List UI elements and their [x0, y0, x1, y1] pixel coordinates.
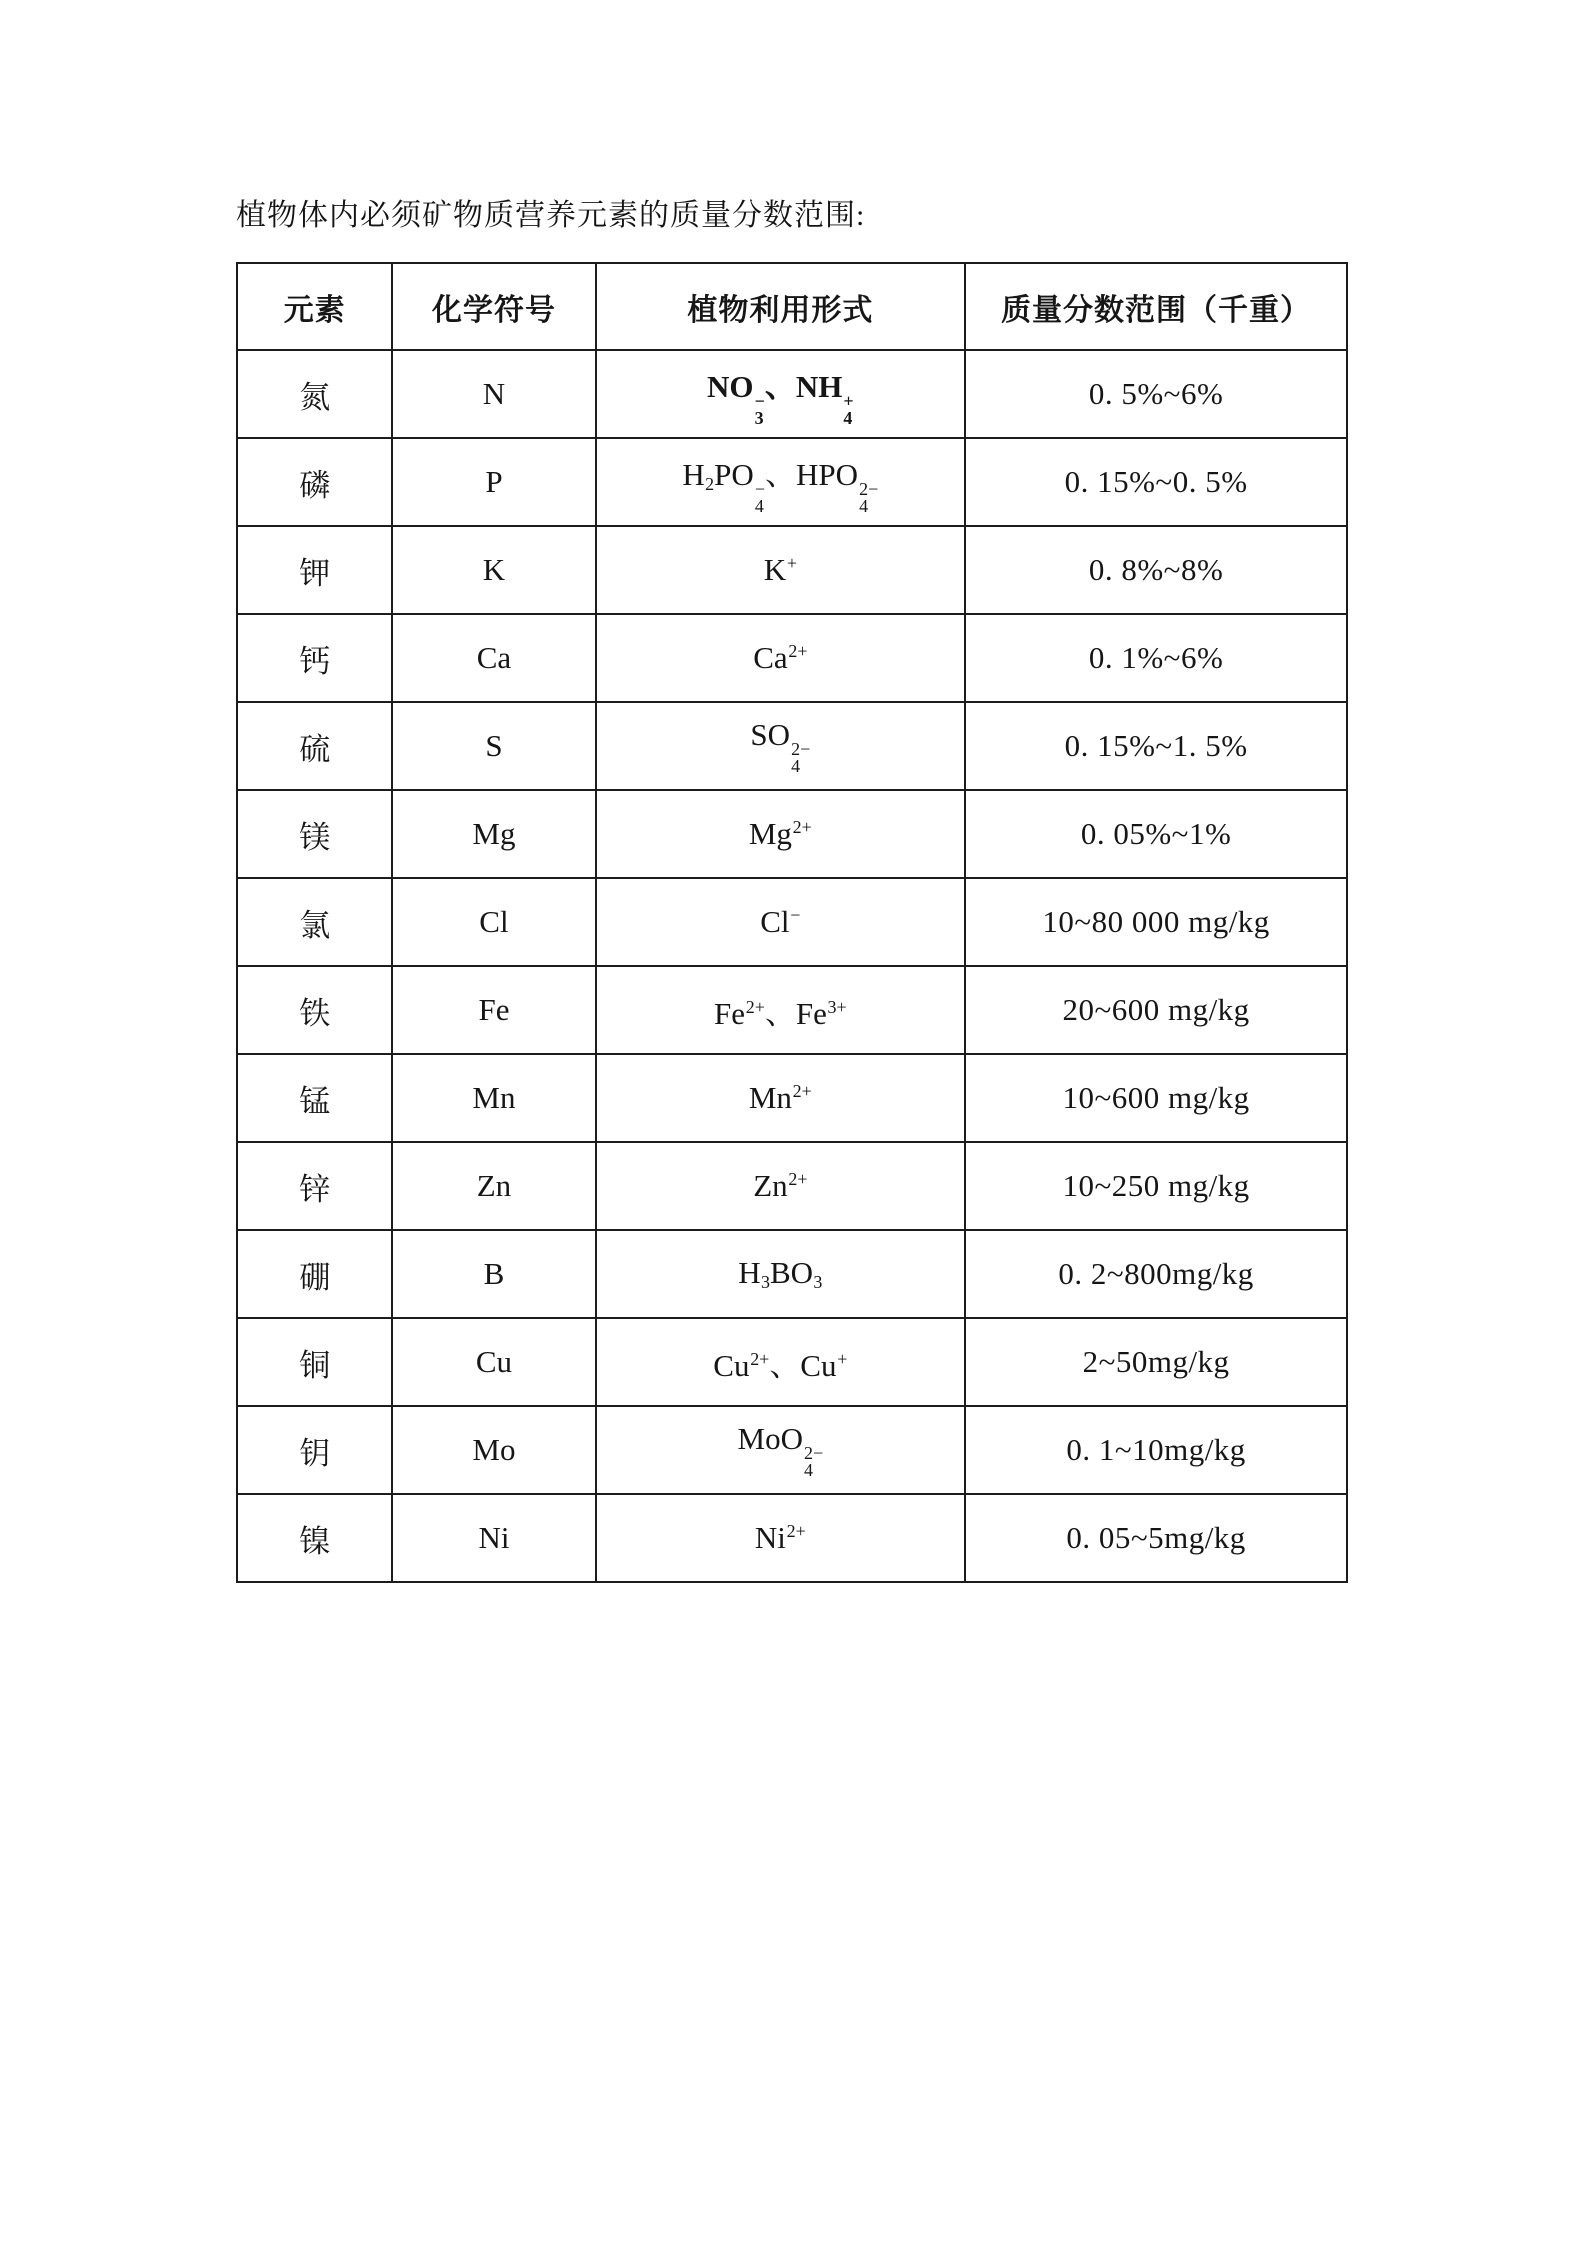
table-row [237, 350, 1347, 438]
element-cell: 硫 [237, 702, 392, 790]
range-cell: 0. 8%~8% [965, 526, 1347, 614]
form-cell: K+ [596, 526, 966, 614]
form-cell: $Fe^{2+}$、$Fe^{3+}$ [596, 966, 966, 1054]
symbol-cell: B [392, 1230, 595, 1318]
range-cell: 0. 05~5mg/kg [965, 1494, 1347, 1582]
form-cell: $H_2PO$ − 4 、HPO 2− 4 [596, 438, 966, 526]
range-cell: 2~50mg/kg [965, 1318, 1347, 1406]
nutrients-table [236, 262, 1348, 1583]
table-row [237, 438, 1347, 526]
table-header [237, 263, 1347, 350]
column-header-form: 植物利用形式 [596, 263, 966, 350]
range-cell: 0. 1~10mg/kg [965, 1406, 1347, 1494]
element-cell: 氮 [237, 350, 392, 438]
range-cell: 0. 1%~6% [965, 614, 1347, 702]
form-cell: $Zn^{2+}$ [596, 1142, 966, 1230]
table-row [237, 1318, 1347, 1406]
element-cell: 钾 [237, 526, 392, 614]
range-cell: 0. 05%~1% [965, 790, 1347, 878]
element-cell: 镁 [237, 790, 392, 878]
form-cell: $Ca^{2+}$ [596, 614, 966, 702]
table-row [237, 702, 1347, 790]
symbol-cell: Mo [392, 1406, 595, 1494]
symbol-cell: Mn [392, 1054, 595, 1142]
header-row [237, 263, 1347, 350]
element-cell: 锌 [237, 1142, 392, 1230]
table-row [237, 1494, 1347, 1582]
range-cell: 20~600 mg/kg [965, 966, 1347, 1054]
form-cell: $H_3BO_3$ [596, 1230, 966, 1318]
symbol-cell: Cl [392, 878, 595, 966]
element-cell: 铜 [237, 1318, 392, 1406]
table-row [237, 878, 1347, 966]
range-cell: 0. 15%~1. 5% [965, 702, 1347, 790]
table-row [237, 1406, 1347, 1494]
element-cell: 磷 [237, 438, 392, 526]
element-cell: 钥 [237, 1406, 392, 1494]
form-cell: Cl− [596, 878, 966, 966]
table-row [237, 526, 1347, 614]
range-cell: 0. 5%~6% [965, 350, 1347, 438]
column-header-range: 质量分数范围（千重） [965, 263, 1347, 350]
element-cell: 锰 [237, 1054, 392, 1142]
range-cell: 0. 15%~0. 5% [965, 438, 1347, 526]
table-row [237, 966, 1347, 1054]
element-cell: 镍 [237, 1494, 392, 1582]
element-cell: 钙 [237, 614, 392, 702]
element-cell: 硼 [237, 1230, 392, 1318]
table-row [237, 614, 1347, 702]
form-cell: MoO 2− 4 [596, 1406, 966, 1494]
symbol-cell: Cu [392, 1318, 595, 1406]
form-cell: $Ni^{2+}$ [596, 1494, 966, 1582]
column-header-symbol: 化学符号 [392, 263, 595, 350]
table-row [237, 790, 1347, 878]
range-cell: 0. 2~800mg/kg [965, 1230, 1347, 1318]
symbol-cell: N [392, 350, 595, 438]
column-header-element: 元素 [237, 263, 392, 350]
range-cell: 10~600 mg/kg [965, 1054, 1347, 1142]
symbol-cell: Mg [392, 790, 595, 878]
range-cell: 10~250 mg/kg [965, 1142, 1347, 1230]
range-cell: 10~80 000 mg/kg [965, 878, 1347, 966]
form-cell: $Cu^{2+}$、Cu+ [596, 1318, 966, 1406]
form-cell: $Mg^{2+}$ [596, 790, 966, 878]
form-cell: SO 2− 4 [596, 702, 966, 790]
symbol-cell: K [392, 526, 595, 614]
symbol-cell: Zn [392, 1142, 595, 1230]
page-title: 植物体内必须矿物质营养元素的质量分数范围: [236, 199, 866, 232]
table-body [237, 350, 1347, 1582]
table-row [237, 1054, 1347, 1142]
symbol-cell: Ni [392, 1494, 595, 1582]
form-cell: NO − 3 、NH + 4 [596, 350, 966, 438]
symbol-cell: Fe [392, 966, 595, 1054]
element-cell: 铁 [237, 966, 392, 1054]
element-cell: 氯 [237, 878, 392, 966]
symbol-cell: P [392, 438, 595, 526]
table-row [237, 1142, 1347, 1230]
symbol-cell: S [392, 702, 595, 790]
symbol-cell: Ca [392, 614, 595, 702]
table-row [237, 1230, 1347, 1318]
form-cell: $Mn^{2+}$ [596, 1054, 966, 1142]
